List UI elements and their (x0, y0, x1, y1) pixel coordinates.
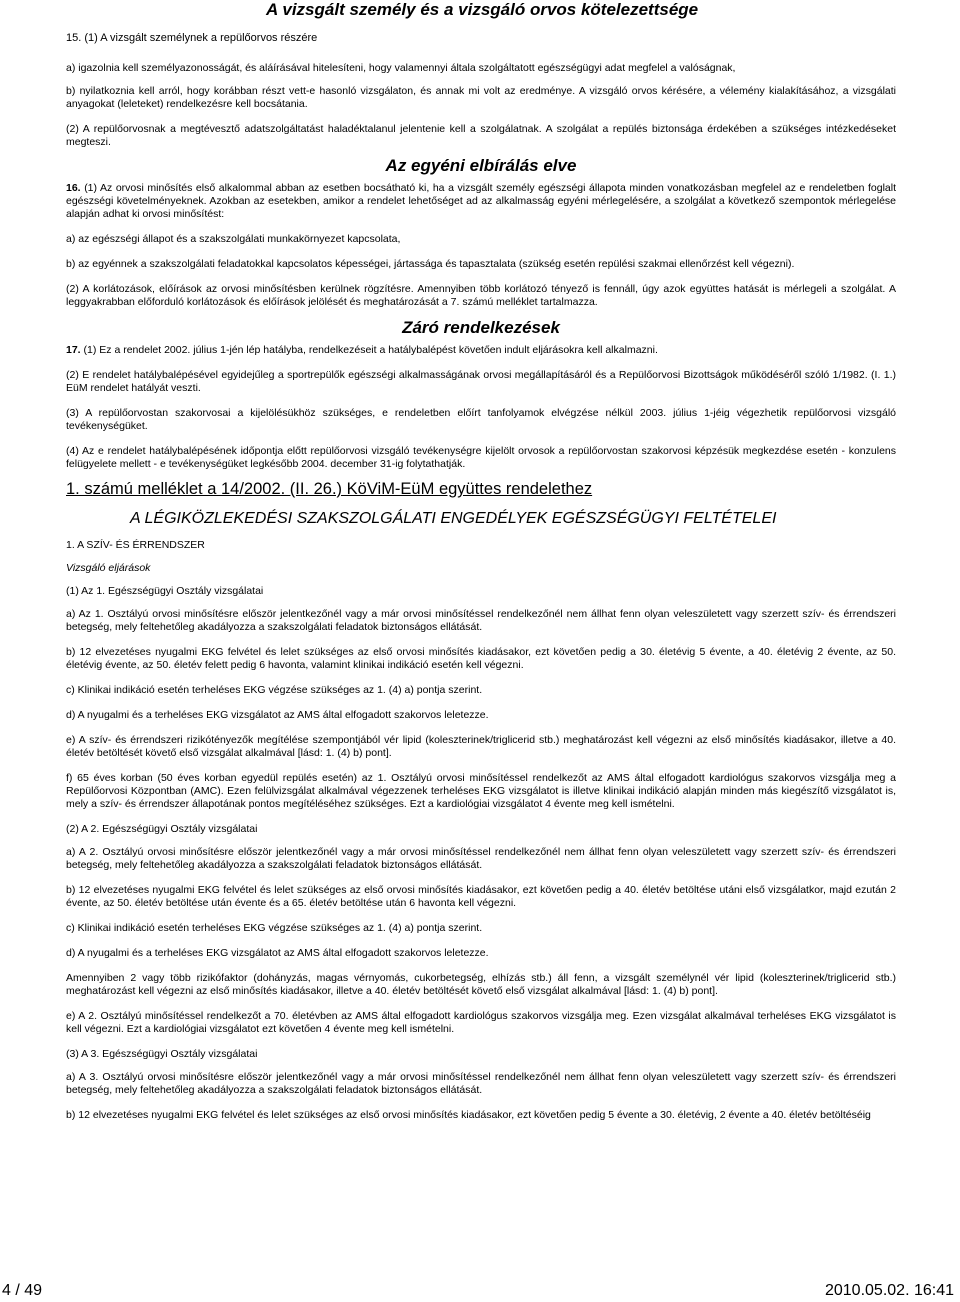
paragraph-number: 16. (66, 182, 81, 194)
class-1-e: e) A szív- és érrendszeri rizikótényezők megítélése szempontjából vér lipid (koleszterinek/triglicerid stb.) meghatározást kell végezni az első minősítés kiadásakor, illetve a 40. életév betöltését követő első vizsgálat alkalmával [lásd: 1. (4) b) pont]. (66, 734, 896, 759)
class-3-a: a) A 3. Osztályú orvosi minősítésre először jelentkezőnél vagy a már orvosi minősítéssel rendelkezőnél nem állhat fenn olyan veleszületett vagy szerzett szív- és érrendszeri betegség, mely feltehetőleg akadályozza a szakszolgálati feladatok biztonságos ellátását. (66, 1071, 896, 1096)
section-heading: A vizsgált személy és a vizsgáló orvos kötelezettsége (266, 0, 699, 19)
header-row (66, 0, 896, 48)
paragraph-17-3: (3) A repülőorvostan szakorvosai a kijelölésükhöz szükséges, e rendeletben előírt tanfolyamok elvégzése nélkül 2003. július 1-jéig végezhetik repülőorvosi vizsgáló tevékenységüket. (66, 407, 896, 432)
paragraph-16-1 (66, 182, 896, 221)
paragraph-number: 17. (66, 344, 81, 356)
heading-zaro-rendelkezesek: Záró rendelkezések (402, 318, 560, 337)
class-3-heading: (3) A 3. Egészségügyi Osztály vizsgálatai (66, 1048, 258, 1060)
class-2-b: b) 12 elvezetéses nyugalmi EKG felvétel és lelet szükséges az első orvosi minősítés kiadásakor, ezt követően pedig a 40. életév betöltése utáni első vizsgálatkor, majd ezután 2 évente, az 50. életév betöltése után évente és a 65. életév betöltése után 6 havonta kell végezni. (66, 884, 896, 909)
class-2-e: e) A 2. Osztályú minősítéssel rendelkezőt a 70. életévben az AMS által elfogadott kardiológus szakorvos vizsgálja meg. Ezen vizsgálat alkalmával terheléses EKG vizsgálatot is kell végezni. Ezt a kardiológiai vizsgálatot ezt követően 4 évente meg kell ismételni. (66, 1010, 896, 1035)
class-2-risk: Amennyiben 2 vagy több rizikófaktor (dohányzás, magas vérnyomás, cukorbetegség, elhízás stb.) áll fenn, a vizsgált személynél vér lipid (koleszterinek/triglicerid stb.) meghatározást kell végezni az első minősítés kiadásakor, illetve a 40. életév betöltését követő első vizsgálat alkalmával [lásd: 1. (4) b) pont]. (66, 972, 896, 997)
page-footer (0, 1282, 960, 1302)
paragraph-16-b: b) az egyénnek a szakszolgálati feladatokkal kapcsolatos képességei, jártassága és tapasztalata (szükség esetén repülési szakmai ellenőrzést kell végezni). (66, 258, 795, 270)
paragraph-15-intro (66, 32, 317, 44)
page-number: 4 / 49 (2, 1282, 43, 1299)
section-sziv-errendszer: 1. A SZÍV- ÉS ÉRRENDSZER (66, 539, 205, 551)
paragraph-15-a: a) igazolnia kell személyazonosságát, és aláírásával hitelesíteni, hogy valamennyi általa szolgáltatott egészségügyi adat megfelel a valóságnak, (66, 62, 736, 74)
class-2-heading: (2) A 2. Egészségügyi Osztály vizsgálatai (66, 823, 258, 835)
print-datetime: 2010.05.02. 16:41 (824, 1282, 954, 1299)
paragraph-16-a: a) az egészségi állapot és a szakszolgálati munkakörnyezet kapcsolata, (66, 233, 401, 245)
class-2-d: d) A nyugalmi és a terheléses EKG vizsgálatot az AMS által elfogadott szakorvos leletezze. (66, 947, 489, 959)
class-3-b: b) 12 elvezetéses nyugalmi EKG felvétel és lelet szükséges az első orvosi minősítés kiadásakor, ezt követően pedig 5 évente a 30. életévig, 2 évente a 40. életév betöltéséig (66, 1109, 871, 1121)
paragraph-text: (1) Ez a rendelet 2002. július 1-jén lép hatályba, rendelkezéseit a hatálybalépést követően indult eljárásokra kell alkalmazni. (83, 344, 658, 356)
paragraph-text: (1) A vizsgált személynek a repülőorvos részére (84, 32, 318, 44)
paragraph-15-2: (2) A repülőorvosnak a megtévesztő adatszolgáltatást haladéktalanul jelentenie kell a szolgálatnak. A szolgálat a repülés biztonsága érdekében a szükséges intézkedéseket megteszi. (66, 123, 896, 148)
class-2-c: c) Klinikai indikáció esetén terheléses EKG végzése szükséges az 1. (4) a) pontja szerint. (66, 922, 483, 934)
paragraph-16-2: (2) A korlátozások, előírások az orvosi minősítésben kerülnek rögzítésre. Amennyiben több korlátozó tényező is fennáll, úgy azok együttes hatását is mérlegeli a szolgálat. A leggyakrabban előforduló korlátozások és előírások jelölését és meghatározását a 7. számú melléklet tartalmazza. (66, 283, 896, 308)
class-1-c: c) Klinikai indikáció esetén terheléses EKG végzése szükséges az 1. (4) a) pontja szerint. (66, 684, 483, 696)
paragraph-text: (1) Az orvosi minősítés első alkalommal abban az esetben bocsátható ki, ha a vizsgált személy egészségi állapota minden vonatkozásban megfelel az e rendeletben foglalt egészségi követelményeknek. Azokban az esetekben, amikor a rendelet lehetőséget ad az alkalmasság egyéni mérlegelésére, a szolgálat a következő szempontok mérlegelése alapján adhat ki orvosi minősítést: (66, 182, 896, 220)
vizsgalo-eljarasok: Vizsgáló eljárások (66, 562, 151, 574)
annex-title-link[interactable]: 1. számú melléklet a 14/2002. (II. 26.) KöViM-EüM együttes rendelethez (66, 480, 593, 498)
class-1-f: f) 65 éves korban (50 éves korban egyedül repülés esetén) az 1. Osztályú orvosi minősítéssel rendelkezőt az AMS által elfogadott kardiológus szakorvos vizsgálja meg a Repülőorvosi Központban (AMC). Ezen felülvizsgálat alkalmával végezzenek terheléses EKG vizsgálatot is illetve klinikai indikáció alapján minden más kiegészítő vizsgálatot is, mely a szív- és érrendszer állapotának pontos megítéléséhez szükséges. Ezt a kardiológiai vizsgálatot 4 évente meg kell ismételni. (66, 772, 896, 810)
class-1-heading: (1) Az 1. Egészségügyi Osztály vizsgálatai (66, 585, 264, 597)
paragraph-17-1 (66, 344, 896, 357)
paragraph-number: 15. (66, 32, 82, 44)
class-1-b: b) 12 elvezetéses nyugalmi EKG felvétel és lelet szükséges az első orvosi minősítés kiadásakor, ezt követően pedig a 30. életévig 5 évente, a 40. életévig 2 évente, az 50. életévig évente, az 50. életév felett pedig 6 havonta, valamint klinikai indikáció esetén kell végezni. (66, 646, 896, 671)
class-2-a: a) A 2. Osztályú orvosi minősítésre először jelentkezőnél vagy a már orvosi minősítéssel rendelkezőnél nem állhat fenn olyan veleszületett vagy szerzett szív- és érrendszeri betegség, mely feltehetőleg akadályozza a szakszolgálati feladatok biztonságos ellátását. (66, 846, 896, 871)
annex-subtitle: A LÉGIKÖZLEKEDÉSI SZAKSZOLGÁLATI ENGEDÉLYEK EGÉSZSÉGÜGYI FELTÉTELEI (130, 510, 777, 527)
document-body (66, 62, 896, 1134)
paragraph-17-2: (2) E rendelet hatálybalépésével egyidejűleg a sportrepülők egészségi alkalmasságának orvosi megállapításáról és a Repülőorvosi Bizottságok működéséről szóló 1/1982. (I. 1.) EüM rendelet hatályát veszti. (66, 369, 896, 394)
paragraph-15-b: b) nyilatkoznia kell arról, hogy korábban részt vett-e hasonló vizsgálaton, és annak mi volt az eredménye. A vizsgáló orvos kérésére, a vélemény kialakításához, a vizsgálati anyagokat (leleteket) rendelkezésre kell bocsátania. (66, 85, 896, 110)
heading-egyeni-elbiralas: Az egyéni elbírálás elve (385, 156, 577, 175)
paragraph-17-4: (4) Az e rendelet hatálybalépésének időpontja előtt repülőorvosi vizsgáló tevékenységre kijelölt orvosok a repülőorvostan szakorvosi képzésük megkezdése esetén - konzulens felügyelete mellett - e tevékenységüket legkésőbb 2004. december 31-ig folytathatják. (66, 445, 896, 470)
class-1-a: a) Az 1. Osztályú orvosi minősítésre először jelentkezőnél vagy a már orvosi minősítéssel rendelkezőnél nem állhat fenn olyan veleszületett vagy szerzett szív- és érrendszeri betegség, mely feltehetőleg akadályozza a szakszolgálati feladatok biztonságos ellátását. (66, 608, 896, 633)
class-1-d: d) A nyugalmi és a terheléses EKG vizsgálatot az AMS által elfogadott szakorvos leletezze. (66, 709, 489, 721)
